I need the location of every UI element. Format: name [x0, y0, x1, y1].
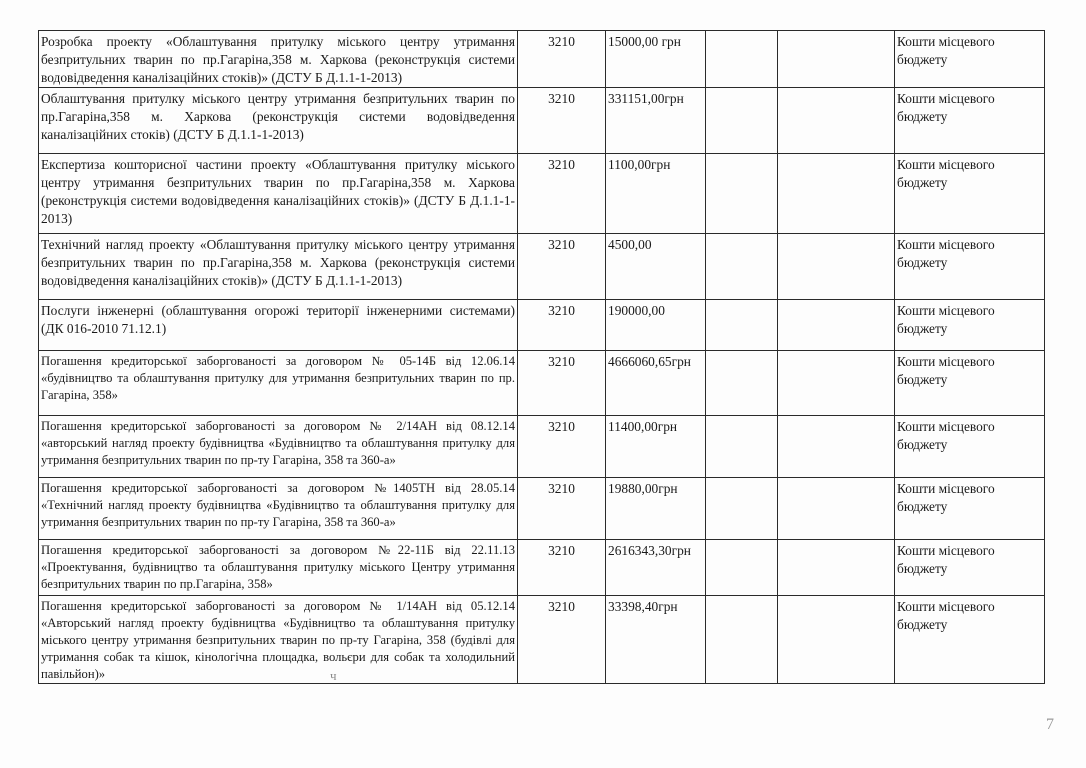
table-row [39, 234, 1045, 300]
empty-cell [778, 540, 895, 596]
empty-cell [706, 88, 778, 154]
table-row [39, 596, 1045, 684]
item-description: Погашення кредиторської заборгованості за договором №1405ТН від 28.05.14 «Технічний нагляд проекту будівництва «Будівництво та облаштування притулку для утримання безпритульних тварин по пр-ту Гагаріна, 358 та 360-а» [39, 478, 518, 540]
empty-cell [706, 540, 778, 596]
empty-cell [778, 88, 895, 154]
item-amount: 1100,00грн [606, 154, 706, 234]
funding-source: Кошти місцевого бюджету [895, 300, 1045, 351]
item-description: Розробка проекту «Облаштування притулку міського центру утримання безпритульних тварин по пр.Гагаріна,358 м. Харкова (реконструкція системи водовідведення каналізаційних стоків)» (ДСТУ Б Д.1.1-1-2013) [39, 31, 518, 88]
item-amount: 15000,00 грн [606, 31, 706, 88]
empty-cell [778, 351, 895, 416]
table-row [39, 478, 1045, 540]
item-description: Експертиза кошторисної частини проекту «Облаштування притулку міського центру утримання безпритульних тварин по пр.Гагаріна,358 м. Харкова (реконструкція системи водовідведення каналізаційних стоків)» (ДСТУ Б Д.1.1-1-2013) [39, 154, 518, 234]
funding-source: Кошти місцевого бюджету [895, 596, 1045, 684]
table-row [39, 154, 1045, 234]
kekv-code: 3210 [518, 154, 606, 234]
table-row [39, 88, 1045, 154]
table-row [39, 300, 1045, 351]
table-row [39, 416, 1045, 478]
kekv-code: 3210 [518, 88, 606, 154]
item-description: Облаштування притулку міського центру утримання безпритульних тварин по пр.Гагаріна,358 м. Харкова (реконструкція системи водовідведення каналізаційних стоків) (ДСТУ Б Д.1.1-1-2013) [39, 88, 518, 154]
empty-cell [706, 234, 778, 300]
funding-source: Кошти місцевого бюджету [895, 478, 1045, 540]
kekv-code: 3210 [518, 540, 606, 596]
empty-cell [778, 154, 895, 234]
empty-cell [706, 154, 778, 234]
table-row [39, 540, 1045, 596]
kekv-code: 3210 [518, 234, 606, 300]
kekv-code: 3210 [518, 478, 606, 540]
empty-cell [706, 31, 778, 88]
item-amount: 11400,00грн [606, 416, 706, 478]
kekv-code: 3210 [518, 31, 606, 88]
page-corner-mark: 7 [1046, 716, 1054, 733]
procurement-table [38, 30, 1045, 684]
item-description: Погашення кредиторської заборгованості за договором № 2/14АН від 08.12.14 «авторський нагляд проекту будівництва «Будівництво та облаштування притулку для утримання безпритульних тварин по пр-ту Гагаріна, 358 та 360-а» [39, 416, 518, 478]
funding-source: Кошти місцевого бюджету [895, 416, 1045, 478]
kekv-code: 3210 [518, 351, 606, 416]
kekv-code: 3210 [518, 416, 606, 478]
item-description: Погашення кредиторської заборгованості за договором № 05-14Б від 12.06.14 «будівництво та облаштування притулку для утримання безпритульних тварин по пр. Гагаріна, 358» [39, 351, 518, 416]
item-amount: 4500,00 [606, 234, 706, 300]
empty-cell [778, 31, 895, 88]
empty-cell [778, 478, 895, 540]
item-description: Послуги інженерні (облаштування огорожі території інженерними системами) (ДК 016-2010 71.12.1) [39, 300, 518, 351]
funding-source: Кошти місцевого бюджету [895, 351, 1045, 416]
empty-cell [778, 416, 895, 478]
item-description: Погашення кредиторської заборгованості за договором №22-11Б від 22.11.13 «Проектування, будівництво та облаштування притулку міського Центру утримання безпритульних тварин по пр.Гагаріна, 358» [39, 540, 518, 596]
table-row [39, 31, 1045, 88]
empty-cell [778, 234, 895, 300]
funding-source: Кошти місцевого бюджету [895, 88, 1045, 154]
item-amount: 4666060,65грн [606, 351, 706, 416]
empty-cell [778, 300, 895, 351]
empty-cell [706, 596, 778, 684]
empty-cell [706, 351, 778, 416]
item-description: Технічний нагляд проекту «Облаштування притулку міського центру утримання безпритульних тварин по пр.Гагаріна,358 м. Харкова (реконструкція системи водовідведення каналізаційних стоків)» (ДСТУ Б Д.1.1-1-2013) [39, 234, 518, 300]
item-description: Погашення кредиторської заборгованості за договором № 1/14АН від 05.12.14 «Авторський нагляд проекту будівництва «Будівництво та облаштування притулку міського центру утримання безпритульних тварин по пр-ту Гагаріна, 358 (будівлі для утримання собак та кішок, кінологічна площадка, вольєри для собак та холодильний павільйон)» [39, 596, 518, 684]
item-amount: 2616343,30грн [606, 540, 706, 596]
empty-cell [778, 596, 895, 684]
empty-cell [706, 416, 778, 478]
kekv-code: 3210 [518, 596, 606, 684]
handwritten-mark: ч [330, 668, 337, 683]
item-amount: 33398,40грн [606, 596, 706, 684]
funding-source: Кошти місцевого бюджету [895, 234, 1045, 300]
funding-source: Кошти місцевого бюджету [895, 154, 1045, 234]
funding-source: Кошти місцевого бюджету [895, 540, 1045, 596]
item-amount: 331151,00грн [606, 88, 706, 154]
table-row [39, 351, 1045, 416]
empty-cell [706, 478, 778, 540]
item-amount: 19880,00грн [606, 478, 706, 540]
funding-source: Кошти місцевого бюджету [895, 31, 1045, 88]
empty-cell [706, 300, 778, 351]
item-amount: 190000,00 [606, 300, 706, 351]
kekv-code: 3210 [518, 300, 606, 351]
